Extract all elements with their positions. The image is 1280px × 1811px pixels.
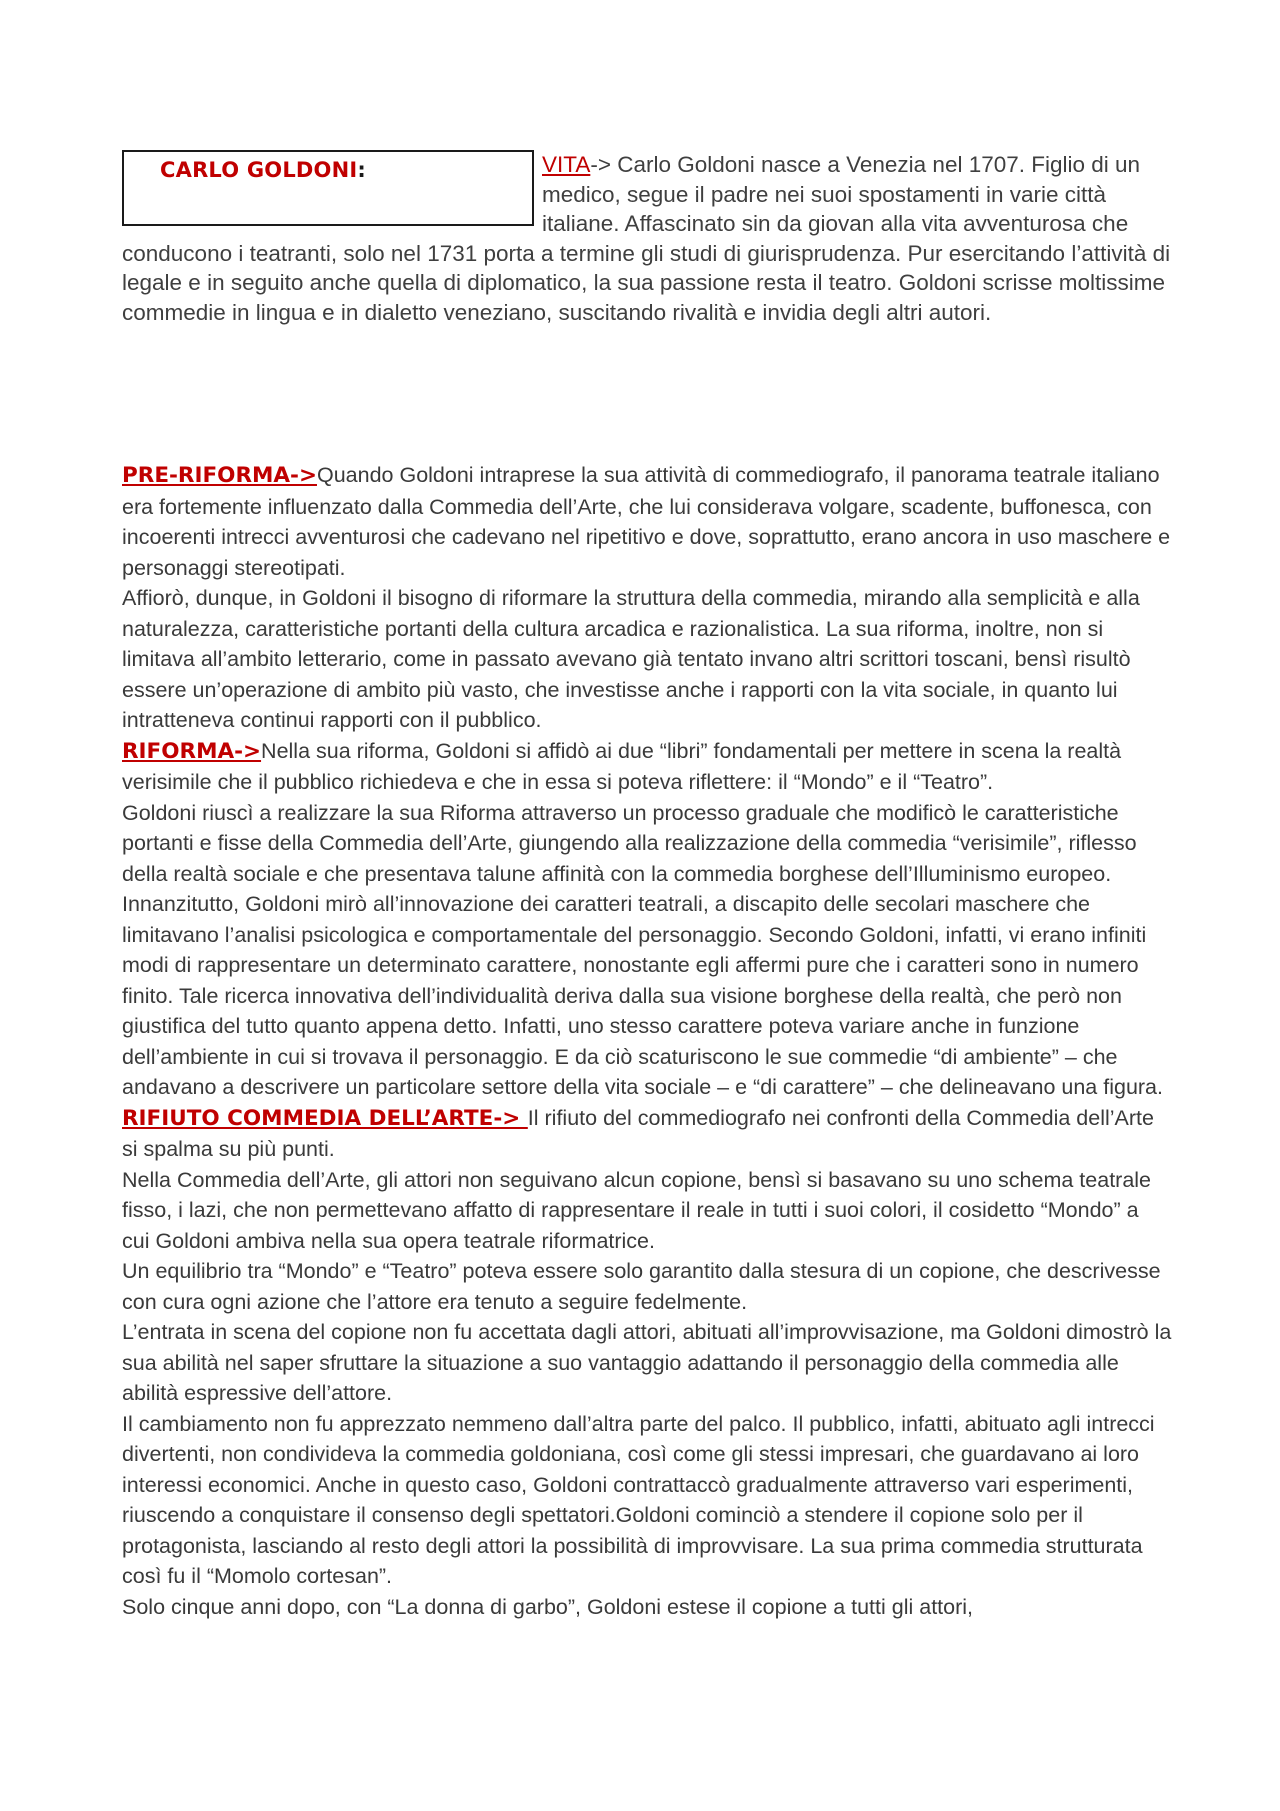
rifiuto-paragraph-2: Nella Commedia dell’Arte, gli attori non seguivano alcun copione, bensì si basavano su uno schema teatrale fisso, i lazi, che non permettevano affatto di rappresentare il reale in tutti i suoi colori, il cosidetto “Mondo” a cui Goldoni ambiva nella sua opera teatrale riformatrice. xyxy=(122,1167,1152,1253)
vita-paragraph xyxy=(122,150,1172,327)
pre-riforma-paragraph xyxy=(122,460,1172,583)
pre-riforma-paragraph-2: Affiorò, dunque, in Goldoni il bisogno di riformare la struttura della commedia, mirando alla semplicità e alla naturalezza, caratteristiche portanti della cultura arcadica e razionalistica. La sua riforma, inoltre, non si limitava all’ambito letterario, come in passato avevano già tentato invano altri scrittori toscani, bensì risultò essere un’operazione di ambito più vasto, che investisse anche i rapporti con la vita sociale, in quanto lui intratteneva continui rapporti con il pubblico. xyxy=(122,586,1140,732)
vita-text: Carlo Goldoni nasce a Venezia nel 1707. Figlio di un medico, segue il padre nei suoi spostamenti in varie città italiane. Affascinato sin da giovan alla vita avventurosa che conducono i teatranti, solo nel 1731 porta a termine gli studi di giurisprudenza. Pur esercitando l’attività di legale e in seguito anche quella di diplomatico, la sua passione resta il teatro. Goldoni scrisse moltissime commedie in lingua e in dialetto veneziano, suscitando rivalità e invidia degli altri autori. xyxy=(122,152,1171,325)
vita-arrow: -> xyxy=(590,152,611,177)
title-box-spacer xyxy=(122,150,542,230)
rifiuto-label: RIFIUTO COMMEDIA DELL’ARTE-> xyxy=(122,1105,528,1131)
rifiuto-paragraph-3: Un equilibrio tra “Mondo” e “Teatro” poteva essere solo garantito dalla stesura di un copione, che descrivesse con cura ogni azione che l’attore era tenuto a seguire fedelmente. xyxy=(122,1259,1161,1314)
pre-riforma-label: PRE-RIFORMA-> xyxy=(122,463,317,488)
rifiuto-paragraph-4: L’entrata in scena del copione non fu accettata dagli attori, abituati all’improvvisazione, ma Goldoni dimostrò la sua abilità nel saper sfruttare la situazione a suo vantaggio adattando il personaggio della commedia alle abilità espressive dell’attore. xyxy=(122,1320,1172,1405)
rifiuto-paragraph-6: Solo cinque anni dopo, con “La donna di garbo”, Goldoni estese il copione a tutti gli attori, xyxy=(122,1594,974,1619)
rifiuto-paragraph xyxy=(122,1103,1172,1165)
rifiuto-paragraph-5: Il cambiamento non fu apprezzato nemmeno dall’altra parte del palco. Il pubblico, infatti, abituato agli intrecci divertenti, non condivideva la commedia goldoniana, così come gli stessi impresari, che guardavano ai loro interessi economici. Anche in questo caso, Goldoni contrattaccò gradualmente attraverso vari esperimenti, riuscendo a conquistare il consenso degli spettatori.Goldoni cominciò a stendere il copione solo per il protagonista, lasciando al resto degli attori la possibilità di improvvisare. La sua prima commedia strutturata così fu il “Momolo cortesan”. xyxy=(122,1411,1155,1588)
riforma-paragraph xyxy=(122,736,1172,798)
pre-riforma-text: Quando Goldoni intraprese la sua attività di commediografo, il panorama teatrale italiano era fortemente influenzato dalla Commedia dell’Arte, che lui considerava volgare, scadente, buffonesca, con incoerenti intrecci avventurosi che cadevano nel ripetitivo e dove, soprattutto, erano ancora in uso maschere e personaggi stereotipati. xyxy=(122,463,1171,580)
rifiuto-text: Il rifiuto del commediografo nei confronti della Commedia dell’Arte si spalma su più punti. xyxy=(122,1105,1154,1161)
riforma-paragraph-3: Innanzitutto, Goldoni mirò all’innovazione dei caratteri teatrali, a discapito delle secolari maschere che limitavano l’analisi psicologica e comportamentale del personaggio. Secondo Goldoni, infatti, vi erano infiniti modi di rappresentare un determinato carattere, nonostante egli affermi pure che i caratteri sono in numero finito. Tale ricerca innovativa dell’individualità deriva dalla sua visione borghese della realtà, che però non giustifica del tutto quanto appena detto. Infatti, uno stesso carattere poteva variare anche in funzione dell’ambiente in cui si trovava il personaggio. E da ciò scaturiscono le sue commedie “di ambiente” – che andavano a descrivere un particolare settore della vita sociale – e “di carattere” – che delineavano una figura. xyxy=(122,892,1163,1099)
title-colon: : xyxy=(357,158,366,182)
riforma-paragraph-2: Goldoni riuscì a realizzare la sua Riforma attraverso un processo graduale che modificò le caratteristiche portanti e fisse della Commedia dell’Arte, giungendo alla realizzazione della commedia “verisimile”, riflesso della realtà sociale e che presentava talune affinità con la commedia borghese dell’Illuminismo europeo. xyxy=(122,800,1137,886)
vita-label: VITA xyxy=(542,152,591,177)
title-name: CARLO GOLDONI xyxy=(160,158,358,182)
body-text xyxy=(122,460,1172,1622)
riforma-label: RIFORMA-> xyxy=(122,738,262,764)
riforma-text: Nella sua riforma, Goldoni si affidò ai due “libri” fondamentali per mettere in scena la realtà verisimile che il pubblico richiedeva e che in essa si poteva riflettere: il “Mondo” e il “Teatro”. xyxy=(122,738,1122,794)
